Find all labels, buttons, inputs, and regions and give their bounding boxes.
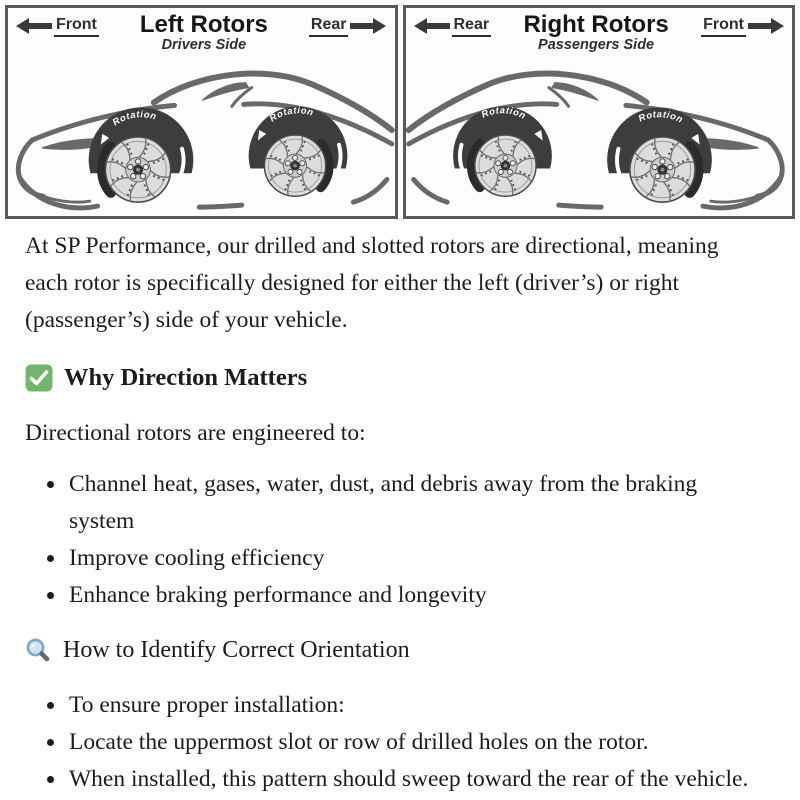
left-arrow-icon (16, 18, 52, 34)
article-body (0, 228, 800, 798)
rear-direction-label (309, 16, 387, 37)
left-rotors-panel (5, 5, 398, 219)
right-car-illustration (406, 57, 793, 215)
panel-title: Left Rotors (139, 11, 268, 38)
rotor-direction-diagram (0, 0, 800, 219)
right-arrow-icon (350, 18, 386, 34)
direction-label-text: Front (701, 16, 746, 37)
lead-paragraph: Directional rotors are engineered to: (25, 420, 366, 446)
front-direction-label (16, 16, 99, 37)
rotation-label: Rotation (636, 109, 685, 125)
right-rotors-panel (403, 5, 796, 219)
installation-steps-list (25, 687, 765, 798)
right-arrow-icon (748, 18, 784, 34)
rear-direction-label (414, 16, 492, 37)
panel-title: Right Rotors (523, 11, 669, 38)
list-item: • Channel heat, gases, water, dust, and debris away from the braking system (67, 466, 765, 540)
direction-label-text: Rear (452, 16, 492, 37)
list-item: • When installed, this pattern should sweep toward the rear of the vehicle. (67, 761, 765, 798)
magnifying-glass-icon (25, 637, 52, 664)
rotation-label: Rotation (110, 109, 158, 128)
section-heading-identify-orientation (25, 637, 765, 664)
rotation-label: Rotation (479, 105, 528, 121)
left-panel-header (16, 12, 387, 53)
intro-paragraph: At SP Performance, our drilled and slotted rotors are directional, meaning each rotor is specifically designed for either the left (driver’s) or right (passenger’s) side of your vehicle. (25, 233, 719, 333)
left-panel-titles (140, 12, 268, 53)
panel-subtitle: Drivers Side (161, 37, 247, 54)
rotation-label: Rotation (267, 105, 315, 124)
heading-text: Why Direction Matters (64, 364, 308, 391)
left-arrow-icon (414, 18, 450, 34)
heading-text: How to Identify Correct Orientation (63, 637, 410, 663)
check-mark-icon (25, 364, 53, 392)
section-heading-why-direction-matters (25, 364, 765, 392)
benefits-list (25, 466, 765, 614)
front-direction-label (701, 16, 784, 37)
list-item: • Enhance braking performance and longevity (67, 577, 765, 614)
direction-label-text: Rear (309, 16, 349, 37)
list-item: • Improve cooling efficiency (67, 540, 765, 577)
list-item: • Locate the uppermost slot or row of drilled holes on the rotor. (67, 724, 765, 761)
list-item: • To ensure proper installation: (67, 687, 765, 724)
panel-subtitle: Passengers Side (538, 37, 655, 54)
left-car-illustration (8, 57, 395, 215)
right-panel-titles (523, 12, 668, 53)
direction-label-text: Front (54, 16, 99, 37)
right-panel-header (414, 12, 785, 53)
